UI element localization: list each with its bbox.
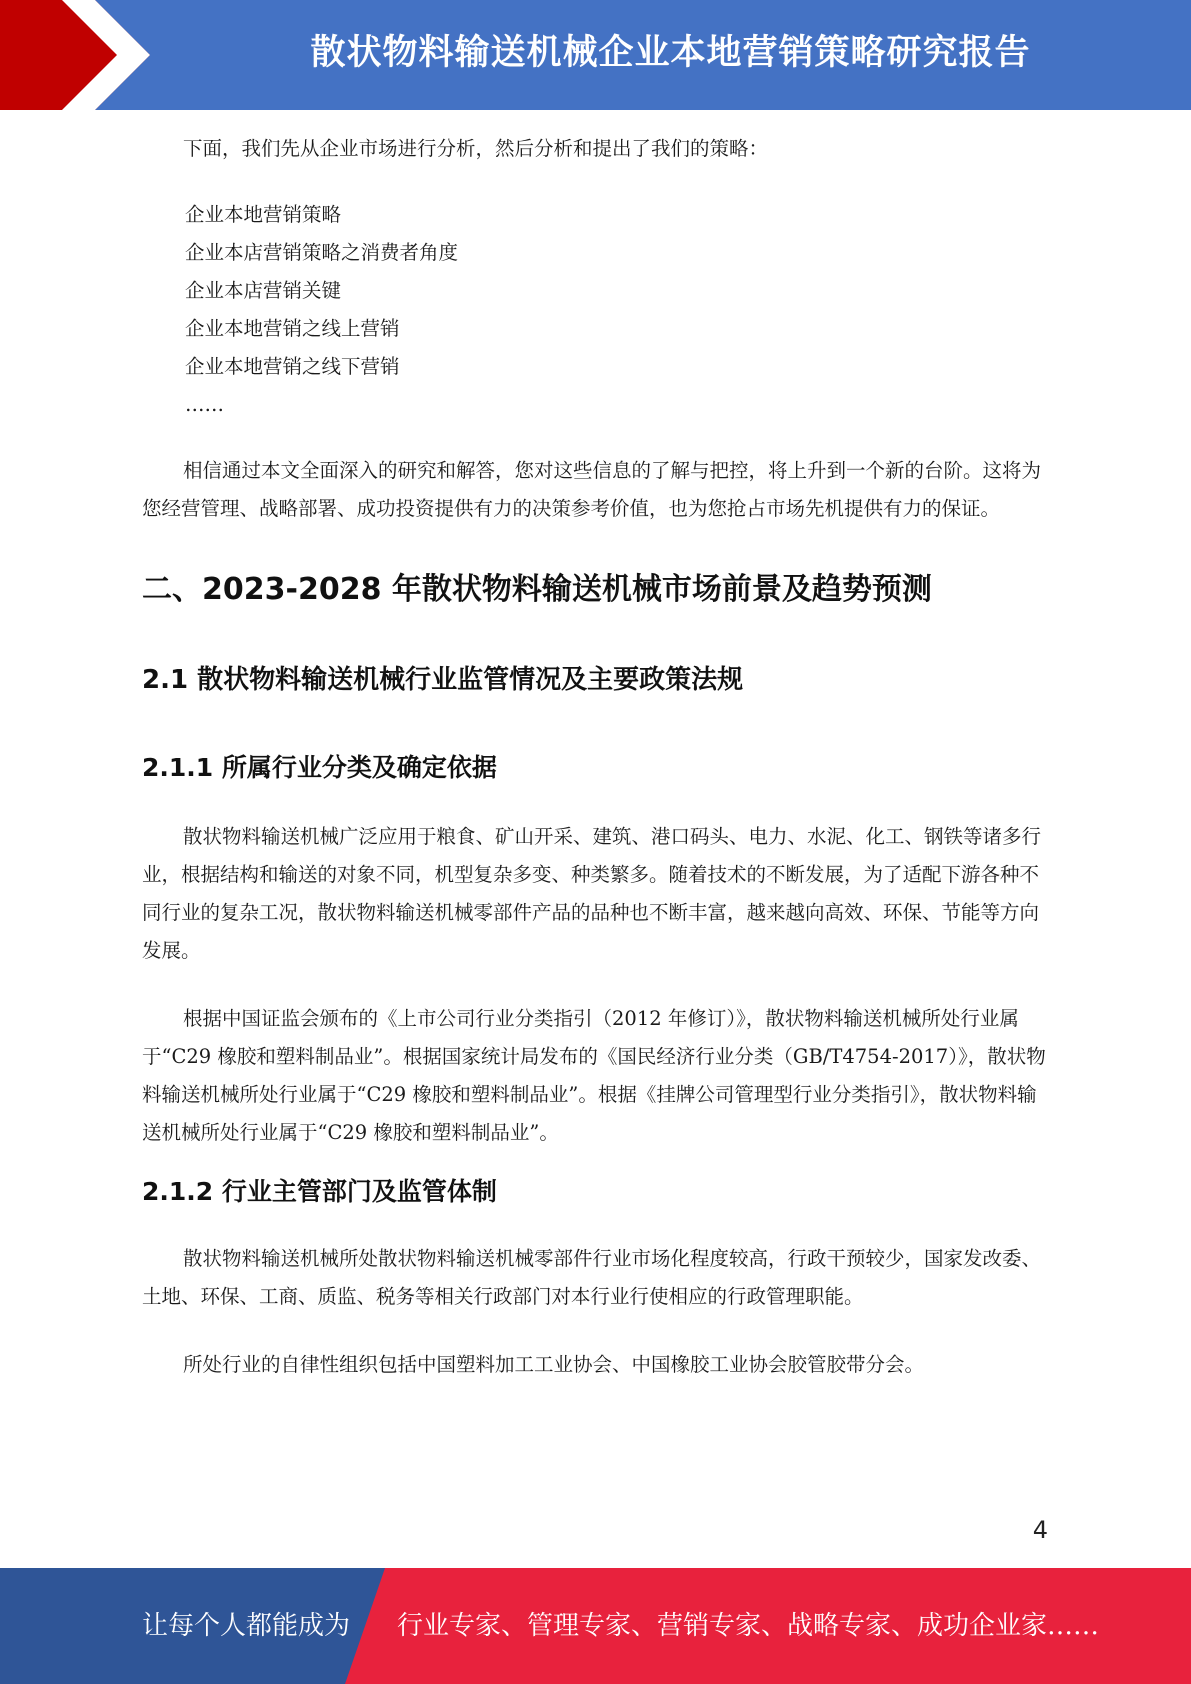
list-item: 企业本店营销策略之消费者角度	[185, 241, 459, 264]
section-2-1-2-paragraph-1: 散状物料输送机械所处散状物料输送机械零部件行业市场化程度较高，行政干预较少，国家发改委、土地、环保、工商、质监、税务等相关行政部门对本行业行使相应的行政管理职能。	[142, 1247, 1042, 1308]
page-footer	[0, 1568, 1191, 1684]
section-2-1-2-paragraph-2: 所处行业的自律性组织包括中国塑料加工工业协会、中国橡胶工业协会胶管胶带分会。	[183, 1353, 925, 1376]
section-2-1-1-paragraph-1: 散状物料输送机械广泛应用于粮食、矿山开采、建筑、港口码头、电力、水泥、化工、钢铁等诸多行业，根据结构和输送的对象不同，机型复杂多变、种类繁多。随着技术的不断发展，为了适配下游各种不同行业的复杂工况，散状物料输送机械零部件产品的品种也不断丰富，越来越向高效、环保、节能等方向发展。	[142, 825, 1042, 962]
report-title: 散状物料输送机械企业本地营销策略研究报告	[310, 33, 1031, 73]
page-number: 4	[1032, 1516, 1048, 1544]
list-item: ……	[185, 393, 224, 416]
list-item: 企业本地营销之线上营销	[185, 317, 400, 340]
header-arrow-icon	[0, 0, 150, 110]
closing-paragraph: 相信通过本文全面深入的研究和解答，您对这些信息的了解与把控，将上升到一个新的台阶。这将为您经营管理、战略部署、成功投资提供有力的决策参考价值，也为您抢占市场先机提供有力的保证。	[142, 459, 1042, 520]
section-2-1-1-heading: 2.1.1 所属行业分类及确定依据	[142, 753, 497, 782]
main-content	[142, 130, 1046, 1384]
list-item: 企业本地营销策略	[185, 203, 342, 226]
section-2-1-2-heading: 2.1.2 行业主管部门及监管体制	[142, 1177, 497, 1206]
list-item: 企业本店营销关键	[185, 279, 342, 302]
strategy-list	[142, 196, 1046, 424]
footer-slogan-right: 行业专家、管理专家、营销专家、战略专家、成功企业家……	[397, 1611, 1100, 1641]
footer-slogan-left: 让每个人都能成为	[142, 1611, 351, 1641]
section-2-1-1-paragraph-2: 根据中国证监会颁布的《上市公司行业分类指引（2012 年修订）》，散状物料输送机械所处行业属于“C29 橡胶和塑料制品业”。根据国家统计局发布的《国民经济行业分类（GB/T4754-2017）》，散状物料输送机械所处行业属于“C29 橡胶和塑料制品业”。根据《挂牌公司管理型行业分类指引》，散状物料输送机械所处行业属于“C29 橡胶和塑料制品业”。	[142, 1007, 1046, 1144]
intro-paragraph: 下面，我们先从企业市场进行分析，然后分析和提出了我们的策略：	[183, 137, 769, 160]
page-header	[0, 0, 1191, 110]
list-item: 企业本地营销之线下营销	[185, 355, 400, 378]
section-2-heading: 二、2023-2028 年散状物料输送机械市场前景及趋势预测	[142, 572, 932, 607]
section-2-1-heading: 2.1 散状物料输送机械行业监管情况及主要政策法规	[142, 665, 744, 695]
